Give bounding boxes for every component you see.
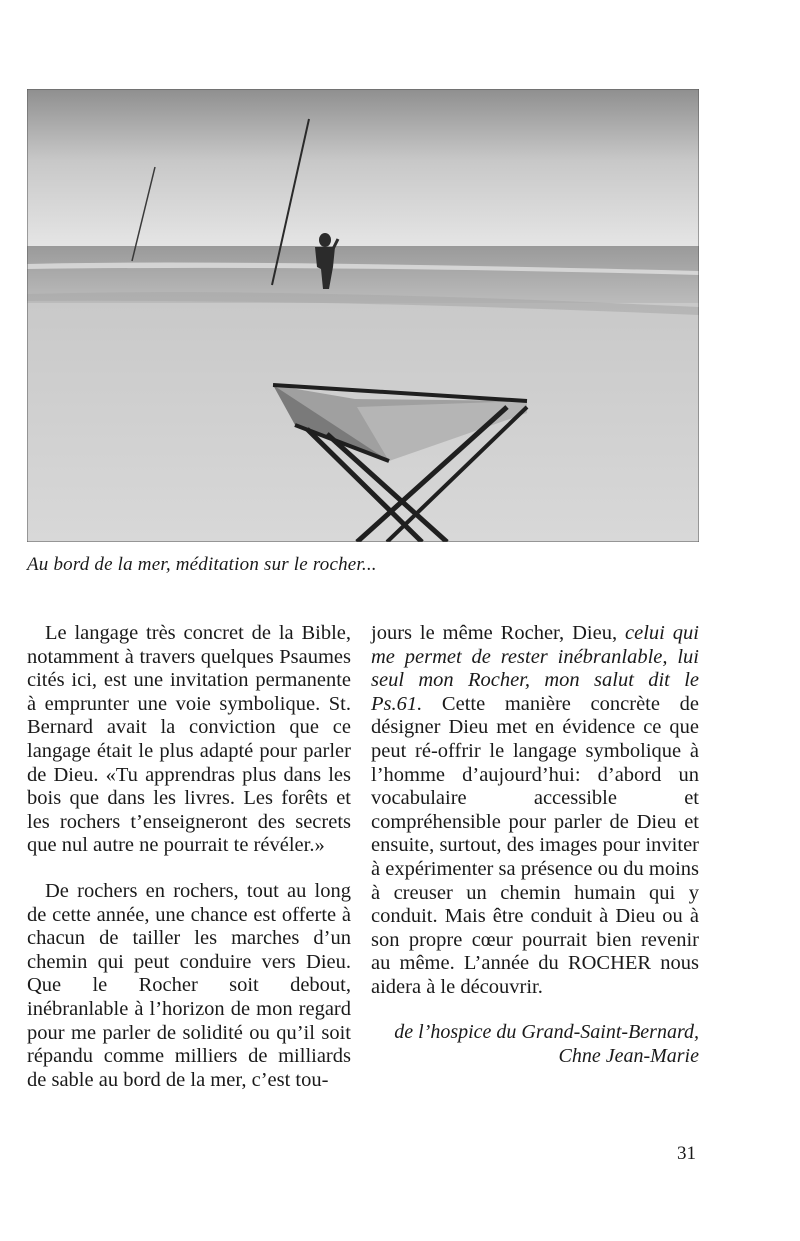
beach-photo [27, 89, 699, 542]
signature [371, 1020, 699, 1068]
paragraph-3-rest: Cette manière concrète de désigner Dieu met en évidence ce que peut ré-offrir le langage symbolique à l’homme d’aujourd’hui: d’abord un vocabulaire accessible et compréhensible pour parler de Dieu et ensuite, surtout, des images pour inviter à expérimenter sa présence ou du moins à creuser un chemin humain qui y conduit. Mais être conduit à Dieu ou à son propre cœur pourrait bien revenir au même. L’année du ROCHER nous aidera à le découvrir. [371, 692, 699, 998]
paragraph-3 [371, 622, 699, 1000]
paragraph-2: De rochers en rochers, tout au long de cette année, une chance est offerte à chacun de tailler les marches d’un chemin qui peut conduire vers Dieu. Que le Rocher soit debout, inébranlable à l’horizon de mon regard pour me parler de solidité ou qu’il soit répandu comme milliers de milliards de sable au bord de la mer, c’est tou- [27, 879, 351, 1091]
paragraph-1: Le langage très concret de la Bible, notamment à travers quelques Psaumes cités ici, est une invitation permanente à emprunter une voie symbolique. St. Bernard avait la conviction que ce langage était le plus adapté pour parler de Dieu. «Tu apprendras plus dans les bois que dans les livres. Les forêts et les rochers t’enseigneront des secrets que nul autre ne pourrait te révéler.» [27, 622, 351, 857]
photo-caption: Au bord de la mer, méditation sur le rocher... [27, 554, 377, 575]
left-column [27, 622, 351, 1092]
psalm-quote: celui qui me permet de rester inébranlable, lui seul mon Rocher, mon salut dit le Ps.61. [371, 622, 699, 715]
paragraph-3-lead: jours le même Rocher, Dieu, [371, 622, 626, 644]
signature-line-1: de l’hospice du Grand-Saint-Bernard, [394, 1021, 699, 1043]
right-column [371, 622, 699, 1000]
beach-photo-illustration [27, 89, 699, 542]
page-number: 31 [677, 1143, 696, 1164]
signature-line-2: Chne Jean-Marie [558, 1045, 699, 1067]
